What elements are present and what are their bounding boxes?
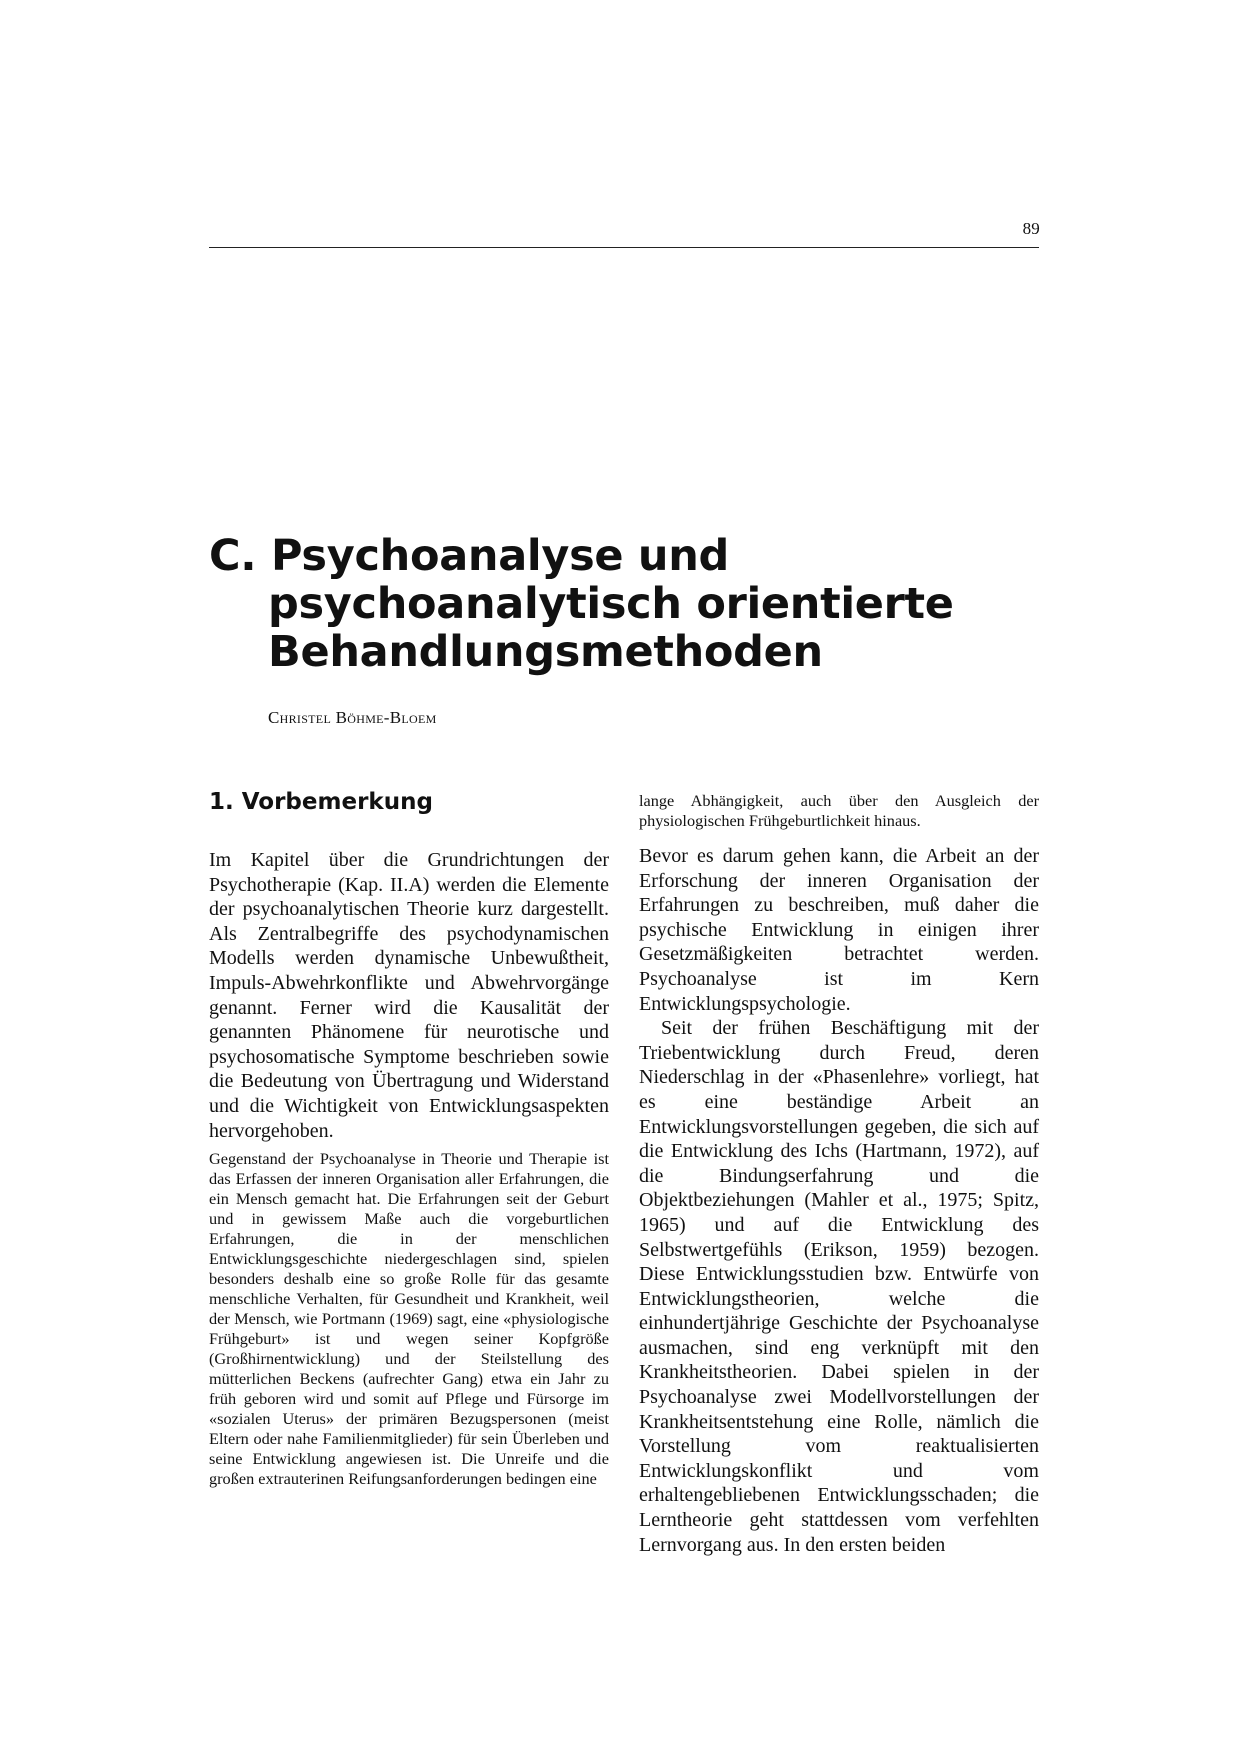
author-name: Christel Böhme-Bloem: [268, 708, 437, 727]
right-column-smallprint: [639, 791, 1039, 831]
left-column-intro: [209, 848, 609, 1143]
right-column-body: [639, 844, 1039, 1557]
paragraph-smallprint: Gegenstand der Psychoanalyse in Theorie und Therapie ist das Erfassen der inneren Organisation aller Erfahrungen, die ein Mensch gemacht hat. Die Erfahrungen seit der Geburt und in gewissem Maße auch die vorgeburtlichen Erfahrungen, die in der menschlichen Entwicklungsgeschichte niedergeschlagen sind, spielen besonders deshalb eine so große Rolle für das gesamte menschliche Verhalten, für Gesundheit und Krankheit, weil der Mensch, wie Portmann (1969) sagt, eine «physiologische Frühgeburt» ist und wegen seiner Kopfgröße (Großhirnentwicklung) und der Steilstellung des mütterlichen Beckens (aufrechter Gang) etwa ein Jahr zu früh geboren wird und somit auf Pflege und Fürsorge im «sozialen Uterus» der primären Bezugspersonen (meist Eltern oder nahe Familienmitglieder) für sein Überleben und seine Entwicklung angewiesen ist. Die Unreife und die großen extrauterinen Reifungsanforderungen bedingen eine: [209, 1149, 609, 1488]
section-heading: 1. Vorbemerkung: [209, 789, 433, 815]
paragraph-theories: Seit der frühen Beschäftigung mit der Triebentwicklung durch Freud, deren Niederschlag in der «Phasenlehre» vorliegt, hat es eine beständige Arbeit an Entwicklungsvorstellungen gegeben, die sich auf die Entwicklung des Ichs (Hartmann, 1972), auf die Bindungserfahrung und die Objektbeziehungen (Mahler et al., 1975; Spitz, 1965) und auf die Entwicklung des Selbstwertgefühls (Erikson, 1959) bezogen. Diese Entwicklungsstudien bzw. Entwürfe von Entwicklungstheorien, welche die einhundertjährige Geschichte der Psychoanalyse ausmachen, sind eng verknüpft mit den Krankheitstheorien. Dabei spielen in der Psychoanalyse zwei Modellvorstellungen der Krankheitsentstehung eine Rolle, nämlich die Vorstellung vom reaktualisierten Entwicklungskonflikt und vom erhaltengebliebenen Entwicklungsschaden; die Lerntheorie geht stattdessen vom verfehlten Lernvorgang aus. In den ersten beiden: [639, 1017, 1039, 1556]
left-column-smallprint: [209, 1149, 609, 1489]
chapter-title-line-2: psychoanalytisch orientierte: [268, 579, 954, 629]
header-rule: [209, 247, 1039, 248]
chapter-title: [209, 532, 1069, 676]
paragraph-smallprint-continued: lange Abhängigkeit, auch über den Ausgleich der physiologischen Frühgeburtlichkeit hinaus.: [639, 791, 1039, 830]
paragraph-intro: Im Kapitel über die Grundrichtungen der Psychotherapie (Kap. II.A) werden die Elemente der psychoanalytischen Theorie kurz dargestellt. Als Zentralbegriffe des psychodynamischen Modells werden dynamische Unbewußtheit, Impuls-Abwehrkonflikte und Abwehrvorgänge genannt. Ferner wird die Kausalität der genannten Phänomene für neurotische und psychosomatische Symptome beschrieben sowie die Bedeutung von Übertragung und Widerstand und die Wichtigkeit von Entwicklungsaspekten hervorgehoben.: [209, 849, 609, 1142]
page-number: 89: [1022, 219, 1040, 238]
chapter-title-line-1: C. Psychoanalyse und: [209, 531, 730, 581]
paragraph-development: Bevor es darum gehen kann, die Arbeit an der Erforschung der inneren Organisation der Erfahrungen zu beschreiben, muß daher die psychische Entwicklung in einigen ihrer Gesetzmäßigkeiten betrachtet werden. Psychoanalyse ist im Kern Entwicklungspsychologie.: [639, 845, 1039, 1015]
chapter-title-line-3: Behandlungsmethoden: [268, 627, 823, 677]
